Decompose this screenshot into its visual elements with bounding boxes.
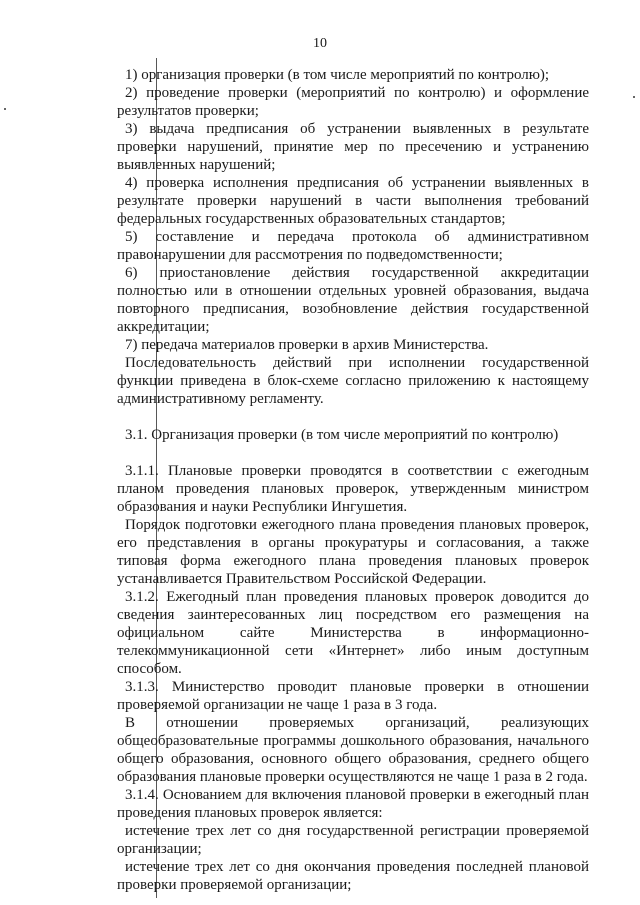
paragraph: 3.1.4. Основанием для включения плановой проверки в ежегодный план проведения плановых проверок является: xyxy=(117,787,589,821)
paragraph: 7) передача материалов проверки в архив Министерства. xyxy=(125,337,489,353)
paragraph: 2) проведение проверки (мероприятий по контролю) и оформление результатов проверки; xyxy=(117,85,589,119)
section-heading: 3.1. Организация проверки (в том числе мероприятий по контролю) xyxy=(125,427,559,443)
paragraph: 5) составление и передача протокола об административном правонарушении для рассмотрения по подведомственности; xyxy=(117,229,589,263)
paragraph: истечение трех лет со дня государственной регистрации проверяемой организации; xyxy=(117,823,589,857)
scan-artifact-dot xyxy=(4,108,6,110)
paragraph: 1) организация проверки (в том числе мероприятий по контролю); xyxy=(125,67,550,83)
scan-artifact-dot xyxy=(633,96,635,98)
paragraph: 3.1.1. Плановые проверки проводятся в соответствии с ежегодным планом проведения плановых проверок, утвержденным министром образования и науки Республики Ингушетия. xyxy=(117,463,589,515)
paragraph: 4) проверка исполнения предписания об устранении выявленных в результате проверки нарушений в части выполнения требований федеральных государственных образовательных стандартов; xyxy=(117,175,589,227)
paragraph: Последовательность действий при исполнении государственной функции приведена в блок-схеме согласно приложению к настоящему административному регламенту. xyxy=(117,355,589,407)
document-body xyxy=(117,66,589,894)
paragraph: В отношении проверяемых организаций, реализующих общеобразовательные программы дошкольного образования, начального общего образования, основного общего образования, среднего общего образования плановые проверки осуществляются не чаще 1 раза в 2 года. xyxy=(117,715,589,785)
page-number: 10 xyxy=(313,36,327,51)
paragraph: 3) выдача предписания об устранении выявленных в результате проверки нарушений, принятие мер по пресечению и устранению выявленных нарушений; xyxy=(117,121,589,173)
paragraph: 3.1.3. Министерство проводит плановые проверки в отношении проверяемой организации не чаще 1 раза в 3 года. xyxy=(117,679,589,713)
paragraph: истечение трех лет со дня окончания проведения последней плановой проверки проверяемой организации; xyxy=(117,859,589,893)
paragraph: Порядок подготовки ежегодного плана проведения плановых проверок, его представления в органы прокуратуры и согласования, а также типовая форма ежегодного плана проведения плановых проверок устанавливается Правительством Российской Федерации. xyxy=(117,517,589,587)
paragraph: 6) приостановление действия государственной аккредитации полностью или в отношении отдельных уровней образования, выдача повторного предписания, возобновление действия государственной аккредитации; xyxy=(117,265,589,335)
paragraph: 3.1.2. Ежегодный план проведения плановых проверок доводится до сведения заинтересованных лиц посредством его размещения на официальном сайте Министерства в информационно-телекоммуникационной сети «Интернет» либо иным доступным способом. xyxy=(117,589,589,677)
